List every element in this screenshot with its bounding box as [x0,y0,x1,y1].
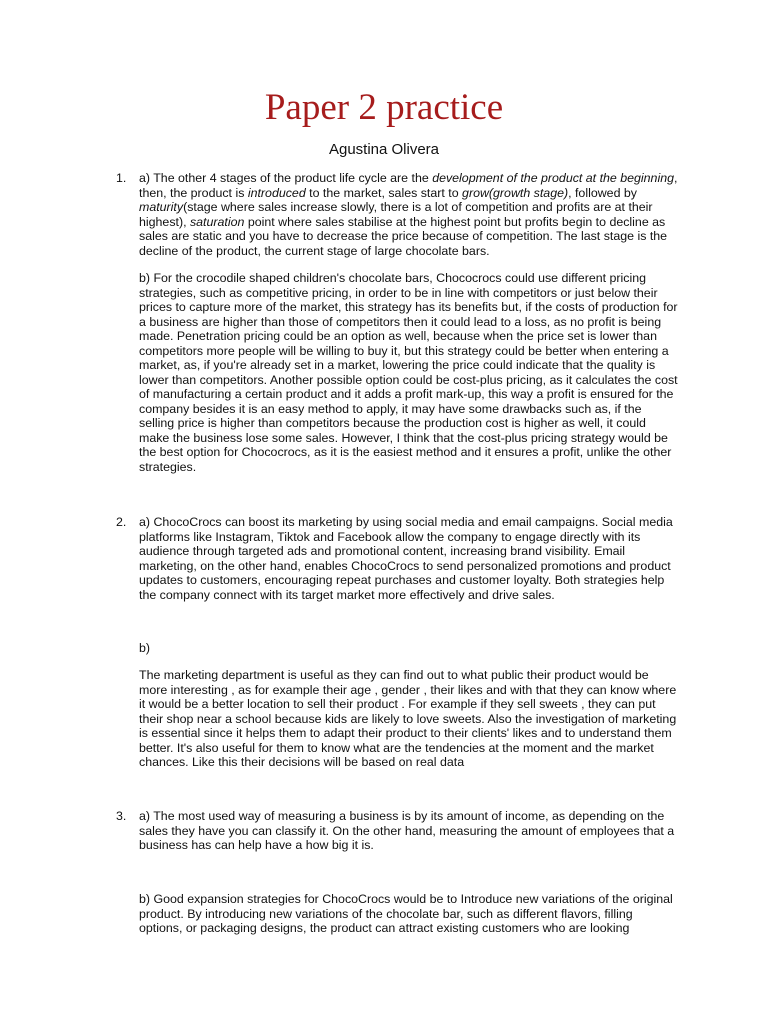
answer-1a: a) The other 4 stages of the product life cycle are the development of the product at the beginning, then, the product is introduced to the market, sales start to grow(growth stage), followed by maturity(stage where sales increase slowly, there is a lot of competition and profits are at their highest), saturation point where sales stabilise at the highest point but profits begin to decline as sales are static and you have to decrease the price because of competition. The last stage is the decline of the product, the current stage of large chocolate bars. [139,171,678,258]
answer-3a: a) The most used way of measuring a business is by its amount of income, as depending on the sales they have you can classify it. On the other hand, measuring the amount of employees that a business has can help have a how big it is. [139,809,675,852]
answer-2b: The marketing department is useful as they can find out to what public their product would be more interesting , as for example their age , gender , their likes and with that they can know where it would be a better location to sell their product . For example if they sell sweets , they can put their shop near a school because kids are likely to love sweets. Also the investigation of marketing is essential since it helps them to adapt their product to their clients' likes and to understand them better. It's also useful for them to know what are the tendencies at the moment and the market chances. Like this their decisions will be based on real data [139,668,677,769]
question-number: 3. [116,809,127,823]
question-number: 1. [116,171,127,185]
author-name: Agustina Olivera [328,141,440,158]
answer-2a: a) ChocoCrocs can boost its marketing by using social media and email campaigns. Social media platforms like Instagram, Tiktok and Facebook allow the company to engage directly with its audience through targeted ads and promotional content, increasing brand visibility. Email marketing, on the other hand, enables ChocoCrocs to send personalized promotions and product updates to customers, encouraging repeat purchases and customer loyalty. Both strategies help the company connect with its target market more effectively and drive sales. [139,515,673,602]
document-title: Paper 2 practice [264,87,504,128]
answer-1b: b) For the crocodile shaped children's chocolate bars, Chococrocs could use different pricing strategies, such as competitive pricing, in order to be in line with competitors or just below their prices to capture more of the market, this strategy has its benefits but, if the costs of production for a business are higher than those of competitors then it could lead to a loss, as no profit is being made. Penetration pricing could be an option as well, because when the price set is lower than competitors more people will be willing to buy it, but this strategy could be better when entering a market, as, if you're already set in a market, lowering the price could indicate that the quality is lower than competitors. Another possible option could be cost-plus pricing, as it calculates the cost of manufacturing a certain product and it adds a profit mark-up, this way a profit is ensured for the company besides it is an easy method to apply, it may have some drawbacks such as, if the selling price is higher than competitors because the production cost is higher as well, it could make the business lose some sales. However, I think that the cost-plus pricing strategy would be the best option for Chococrocs, as it is the easiest method and it ensures a profit, unlike the other strategies. [139,271,678,474]
answer-3b: b) Good expansion strategies for ChocoCrocs would be to Introduce new variations of the original product. By introducing new variations of the chocolate bar, such as different flavors, filling options, or packaging designs, the product can attract existing customers who are looking [139,892,673,935]
answer-2b-label: b) [139,641,151,655]
question-number: 2. [116,515,127,529]
